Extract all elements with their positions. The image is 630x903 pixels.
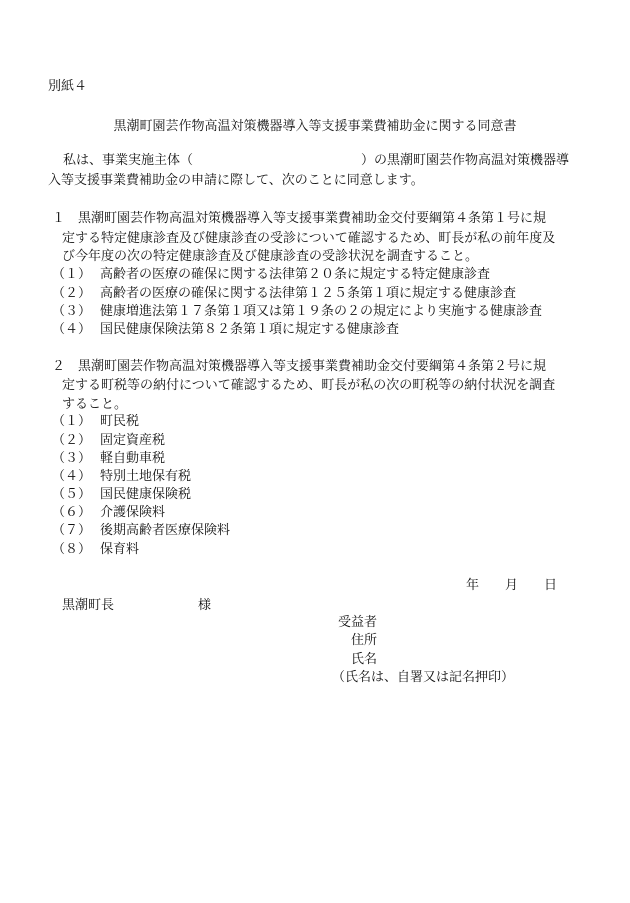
item-text: 町民税: [100, 414, 140, 429]
item-number: （５）: [52, 487, 92, 502]
item-text: 国民健康保険法第８２条第１項に規定する健康診査: [100, 322, 400, 337]
item-text: 後期高齢者医療保険料: [100, 523, 231, 538]
annex-label: 別紙４: [48, 79, 88, 94]
item-text: 高齢者の医療の確保に関する法律第２０条に規定する特定健康診査: [100, 267, 491, 282]
intro-text-b: ）の黒潮町園芸作物高温対策機器導: [361, 153, 570, 168]
item-text: 固定資産税: [100, 433, 166, 448]
item-number: （２）: [52, 433, 92, 448]
item-text: 介護保険料: [100, 505, 166, 520]
section2-line-1: ２ 黒潮町園芸作物高温対策機器導入等支援事業費補助金交付要綱第４条第２号に規: [52, 359, 547, 374]
item-number: （３）: [52, 451, 92, 466]
intro-text-a: 私は、事業実施主体（: [63, 153, 194, 168]
intro-line-2: 入等支援事業費補助金の申請に際して、次のことに同意します。: [48, 173, 424, 188]
section2-item: [52, 504, 165, 522]
item-number: （２）: [52, 286, 92, 301]
section1-item: [52, 285, 516, 303]
section2-item: [52, 522, 230, 540]
section2-line-3: すること。: [62, 397, 128, 412]
section2-line-2: 定する町税等の納付について確認するため、町長が私の次の町税等の納付状況を調査: [62, 378, 556, 393]
section1-line-3: び今年度の次の特定健康診査及び健康診査の受診状況を調査すること。: [62, 249, 479, 264]
recipient-label: 受益者: [338, 615, 378, 630]
name-label: 氏名: [351, 652, 378, 667]
section1-line-2: 定する特定健康診査及び健康診査の受診について確認するため、町長が私の前年度及: [62, 231, 556, 246]
section2-item: [52, 468, 191, 486]
item-number: （１）: [52, 414, 92, 429]
item-text: 特別土地保有税: [100, 469, 192, 484]
item-text: 保育料: [100, 542, 140, 557]
addressee-honorific: 様: [198, 598, 212, 613]
addressee-name: 黒潮町長: [62, 598, 115, 613]
section2-item: [52, 541, 139, 559]
section2-item: [52, 413, 139, 431]
item-number: （１）: [52, 267, 92, 282]
item-number: （７）: [52, 523, 92, 538]
item-number: （６）: [52, 505, 92, 520]
item-number: （４）: [52, 322, 92, 337]
item-text: 高齢者の医療の確保に関する法律第１２５条第１項に規定する健康診査: [100, 286, 517, 301]
item-text: 健康増進法第１７条第１項又は第１９条の２の規定により実施する健康診査: [100, 304, 543, 319]
item-text: 軽自動車税: [100, 451, 166, 466]
date-line: 年 月 日: [466, 578, 558, 593]
intro-line-1: [63, 152, 569, 170]
section1-item: [52, 321, 399, 339]
signature-note: （氏名は、自署又は記名押印）: [332, 670, 515, 685]
document-title: 黒潮町園芸作物高温対策機器導入等支援事業費補助金に関する同意書: [113, 119, 517, 134]
section2-item: [52, 432, 165, 450]
section1-line-1: １ 黒潮町園芸作物高温対策機器導入等支援事業費補助金交付要綱第４条第１号に規: [52, 211, 547, 226]
item-text: 国民健康保険税: [100, 487, 192, 502]
section2-item: [52, 450, 165, 468]
section1-item: [52, 303, 542, 321]
section1-item: [52, 266, 490, 284]
section2-item: [52, 486, 191, 504]
item-number: （４）: [52, 469, 92, 484]
item-number: （８）: [52, 542, 92, 557]
item-number: （３）: [52, 304, 92, 319]
address-label: 住所: [351, 633, 378, 648]
